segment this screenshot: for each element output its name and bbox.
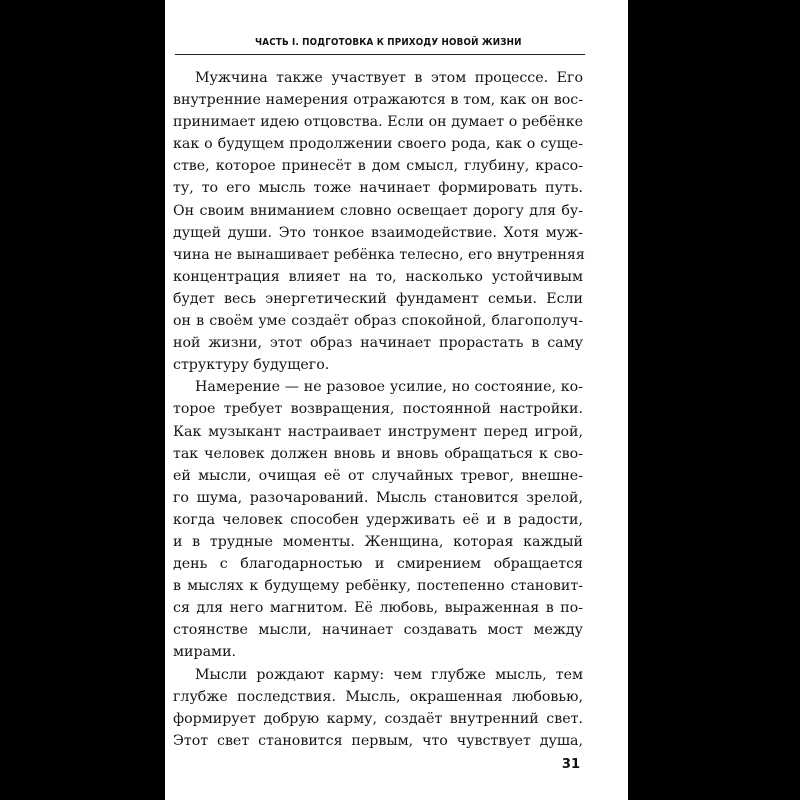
- text-line: стве, которое принесёт в дом смысл, глубину, красо-: [173, 158, 583, 175]
- header-rule: [175, 54, 585, 55]
- text-line: Как музыкант настраивает инструмент перед игрой,: [173, 423, 583, 440]
- book-page: [165, 0, 628, 800]
- text-line: Мужчина также участвует в этом процессе. Его: [195, 70, 583, 86]
- text-line: структуру будущего.: [173, 357, 330, 374]
- paragraph-3: [173, 664, 583, 752]
- text-line: день с благодарностью и смирением обращается: [173, 556, 583, 573]
- text-line: ся для него магнитом. Её любовь, выраженная в по-: [173, 600, 583, 617]
- text-line: Этот свет становится первым, что чувствует душа,: [173, 732, 583, 749]
- text-line: концентрация влияет на то, насколько устойчивым: [173, 268, 583, 285]
- paragraph-2: [173, 376, 583, 663]
- text-line: го шума, разочарований. Мысль становится зрелой,: [173, 489, 583, 506]
- paragraph-1: [173, 67, 583, 376]
- text-line: так человек должен вновь и вновь обращаться к сво-: [173, 445, 583, 462]
- text-line: чина не вынашивает ребёнка телесно, его внутренняя: [173, 246, 585, 263]
- page-number: 31: [561, 757, 580, 772]
- text-line: Мысли рождают карму: чем глубже мысль, тем: [195, 666, 583, 683]
- text-line: глубже последствия. Мысль, окрашенная любовью,: [173, 688, 583, 705]
- text-line: будет весь энергетический фундамент семьи. Если: [173, 290, 583, 307]
- running-head: ЧАСТЬ I. ПОДГОТОВКА К ПРИХОДУ НОВОЙ ЖИЗНИ: [255, 37, 522, 48]
- text-line: ту, то его мысль тоже начинает формировать путь.: [173, 180, 583, 197]
- text-line: ей мысли, очищая её от случайных тревог, внешне-: [173, 467, 583, 484]
- text-line: как о будущем продолжении своего рода, как о суще-: [173, 136, 583, 153]
- text-line: дущей души. Это тонкое взаимодействие. Хотя муж-: [173, 224, 583, 241]
- text-line: и в трудные моменты. Женщина, которая каждый: [173, 533, 583, 550]
- text-line: он в своём уме создаёт образ спокойной, благополуч-: [173, 313, 583, 330]
- text-line: внутренние намерения отражаются в том, как он вос-: [173, 92, 583, 109]
- text-line: Он своим вниманием словно освещает дорогу для бу-: [173, 202, 583, 219]
- text-line: формирует добрую карму, создаёт внутренний свет.: [173, 710, 583, 727]
- text-line: принимает идею отцовства. Если он думает о ребёнке: [173, 114, 583, 131]
- body-text: [173, 67, 583, 752]
- text-line: мирами.: [173, 644, 237, 661]
- text-line: когда человек способен удерживать её и в радости,: [173, 511, 583, 528]
- text-line: Намерение — не разовое усилие, но состояние, ко-: [195, 379, 583, 396]
- text-line: ной жизни, этот образ начинает прорастать в саму: [173, 335, 583, 352]
- text-line: торое требует возвращения, постоянной настройки.: [173, 401, 583, 418]
- text-line: в мыслях к будущему ребёнку, постепенно становит-: [173, 578, 583, 595]
- text-line: стоянстве мысли, начинает создавать мост между: [173, 622, 583, 639]
